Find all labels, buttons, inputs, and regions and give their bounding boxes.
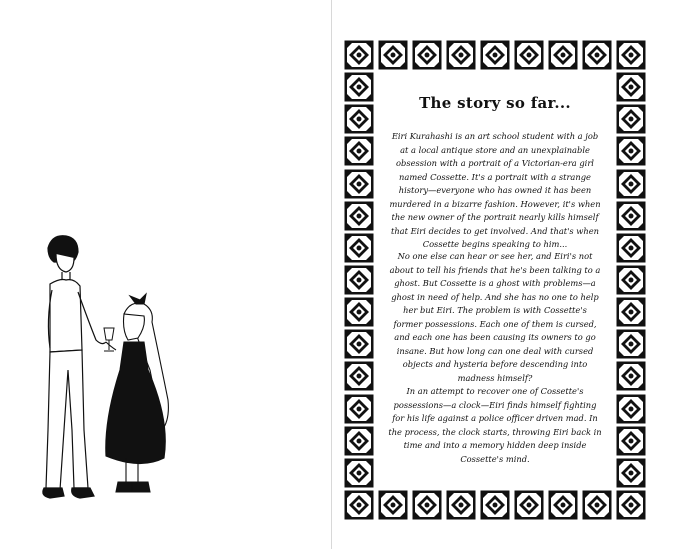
boy-figure (43, 236, 106, 498)
border-tile (446, 40, 476, 70)
left-page (0, 0, 330, 549)
border-tile (344, 72, 374, 102)
story-paragraph-2: No one else can hear or see her, and Eiri's not about to tell his friends that he's been talking to a ghost. But Cossette is a ghost with problems—a ghost in need of help. And she has no one to help her but Eiri. The problem is with Cossette's former possessions. Each one of them is cursed, and each one has been causing its owners to go insane. But how long can one deal with cursed objects and hysteria before descending into madness himself? (389, 251, 601, 383)
border-tile (616, 265, 646, 295)
border-tile (616, 394, 646, 424)
border-tile (616, 426, 646, 456)
border-tile (616, 458, 646, 488)
border-tile (480, 490, 510, 520)
border-tile (514, 490, 544, 520)
border-tile (616, 201, 646, 231)
border-tile (582, 490, 612, 520)
border-tile (616, 40, 646, 70)
story-panel (382, 80, 608, 484)
border-tile (616, 361, 646, 391)
border-tile (616, 136, 646, 166)
border-tile (582, 40, 612, 70)
border-tile (378, 490, 408, 520)
border-tile (344, 394, 374, 424)
border-tile (548, 490, 578, 520)
border-tile (446, 490, 476, 520)
border-tile (548, 40, 578, 70)
border-tile (616, 72, 646, 102)
border-tile (344, 104, 374, 134)
border-tile (616, 233, 646, 263)
border-tile (344, 458, 374, 488)
border-tile (344, 297, 374, 327)
border-tile (344, 201, 374, 231)
border-tile (616, 329, 646, 359)
story-title: The story so far... (419, 94, 571, 112)
border-tile (344, 490, 374, 520)
border-tile (378, 40, 408, 70)
story-paragraph-3: In an attempt to recover one of Cossette's possessions—a clock—Eiri finds himself fighting for his life against a police officer driven mad. In the process, the clock starts, throwing Eiri back in time and into a memory hidden deep inside Cossette's mind. (388, 386, 602, 464)
border-tile (480, 40, 510, 70)
border-tile (344, 40, 374, 70)
boy-and-girl-illustration (20, 230, 180, 510)
girl-figure (106, 294, 169, 492)
border-tile (412, 490, 442, 520)
border-tile (344, 329, 374, 359)
border-tile (344, 136, 374, 166)
border-tile (344, 426, 374, 456)
border-tile (344, 265, 374, 295)
border-tile (616, 490, 646, 520)
border-tile (616, 104, 646, 134)
border-tile (344, 233, 374, 263)
border-tile (412, 40, 442, 70)
border-tile (514, 40, 544, 70)
border-tile (344, 169, 374, 199)
story-paragraph-1: Eiri Kurahashi is an art school student with a job at a local antique store and an unexplainable obsession with a portrait of a Victorian-era girl named Cossette. It's a portrait with a strange history—everyone who has owned it has been murdered in a bizarre fashion. However, it's when the new owner of the portrait nearly kills himself that Eiri decides to get involved. And that's when Cossette begins speaking to him... (389, 131, 601, 249)
border-tile (344, 361, 374, 391)
border-tile (616, 169, 646, 199)
border-tile (616, 297, 646, 327)
